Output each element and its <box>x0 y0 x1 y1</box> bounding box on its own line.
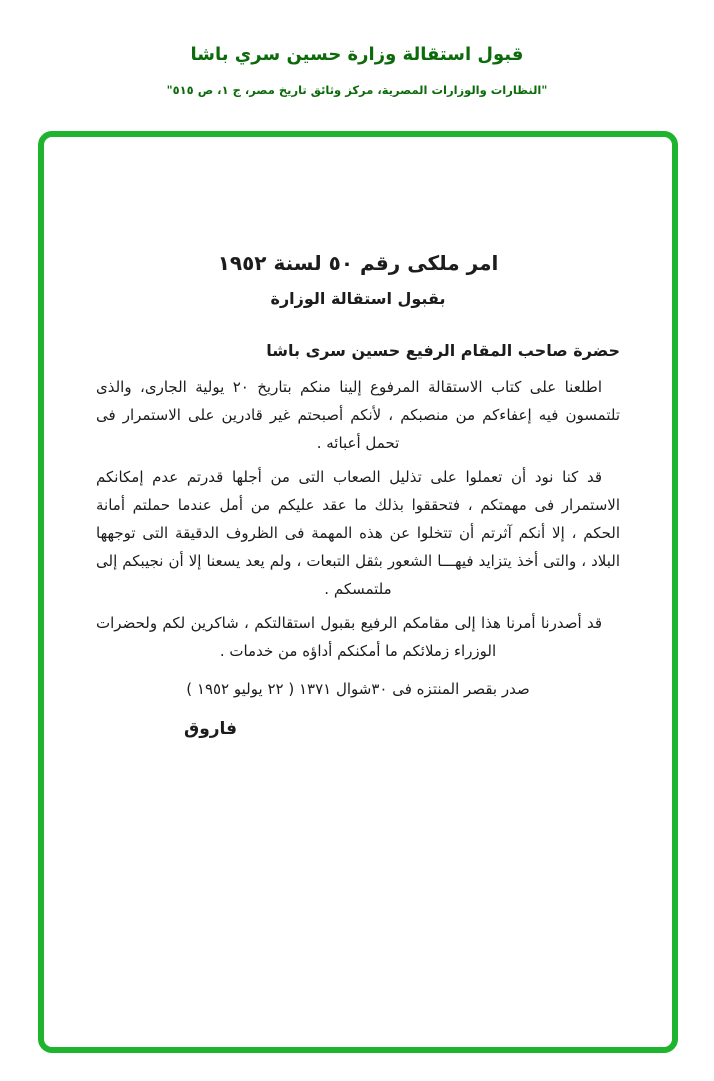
issue-date-line: صدر بقصر المنتزه فى ٣٠شوال ١٣٧١ ( ٢٢ يوليو ١٩٥٢ ) <box>186 680 530 698</box>
green-document-frame <box>38 131 678 1053</box>
signature-farouk: فاروق <box>184 719 238 739</box>
decree-heading: امر ملكى رقم ٥٠ لسنة ١٩٥٢ <box>217 251 499 275</box>
source-citation: "النظارات والوزارات المصرية، مركز وثائق تاريخ مصر، ج ١، ص ٥١٥" <box>166 83 548 97</box>
royal-decree-document <box>44 137 672 743</box>
page-header <box>0 42 714 98</box>
page-title: قبول استقالة وزارة حسين سري باشا <box>190 44 524 65</box>
decree-paragraph-2: قد كنا نود أن تعملوا على تذليل الصعاب التى من أجلها قدرتم عدم إمكانكم الاستمرار فى مهمتكم ، فتحققوا بذلك ما عقد عليكم من أمل عندما حملتم أمانة الحكم ، إلا أنكم آثرتم أن تتخلوا عن هذه المهمة فى الظروف الدقيقة التى توجهها البلاد ، والتى أخذ يتزايد فيهـــا الشعور بثقل التبعات ، ولم يعد يسعنا إلا أن نجيبكم إلى ملتمسكم . <box>96 468 620 598</box>
decree-paragraph-3: قد أصدرنا أمرنا هذا إلى مقامكم الرفيع بقبول استقالتكم ، شاكرين لكم ولحضرات الوزراء زملائكم ما أمكنكم أداؤه من خدمات . <box>96 614 602 660</box>
salutation-line: حضرة صاحب المقام الرفيع حسين سرى باشا <box>266 341 620 360</box>
decree-paragraph-1: اطلعنا على كتاب الاستقالة المرفوع إلينا منكم بتاريخ ٢٠ يولية الجارى، والذى تلتمسون فيه إعفاءكم من منصبكم ، لأنكم أصبحتم غير قادرين على الاستمرار فى تحمل أعبائه . <box>96 378 620 452</box>
decree-subheading: بقبول استقالة الوزارة <box>270 289 446 308</box>
